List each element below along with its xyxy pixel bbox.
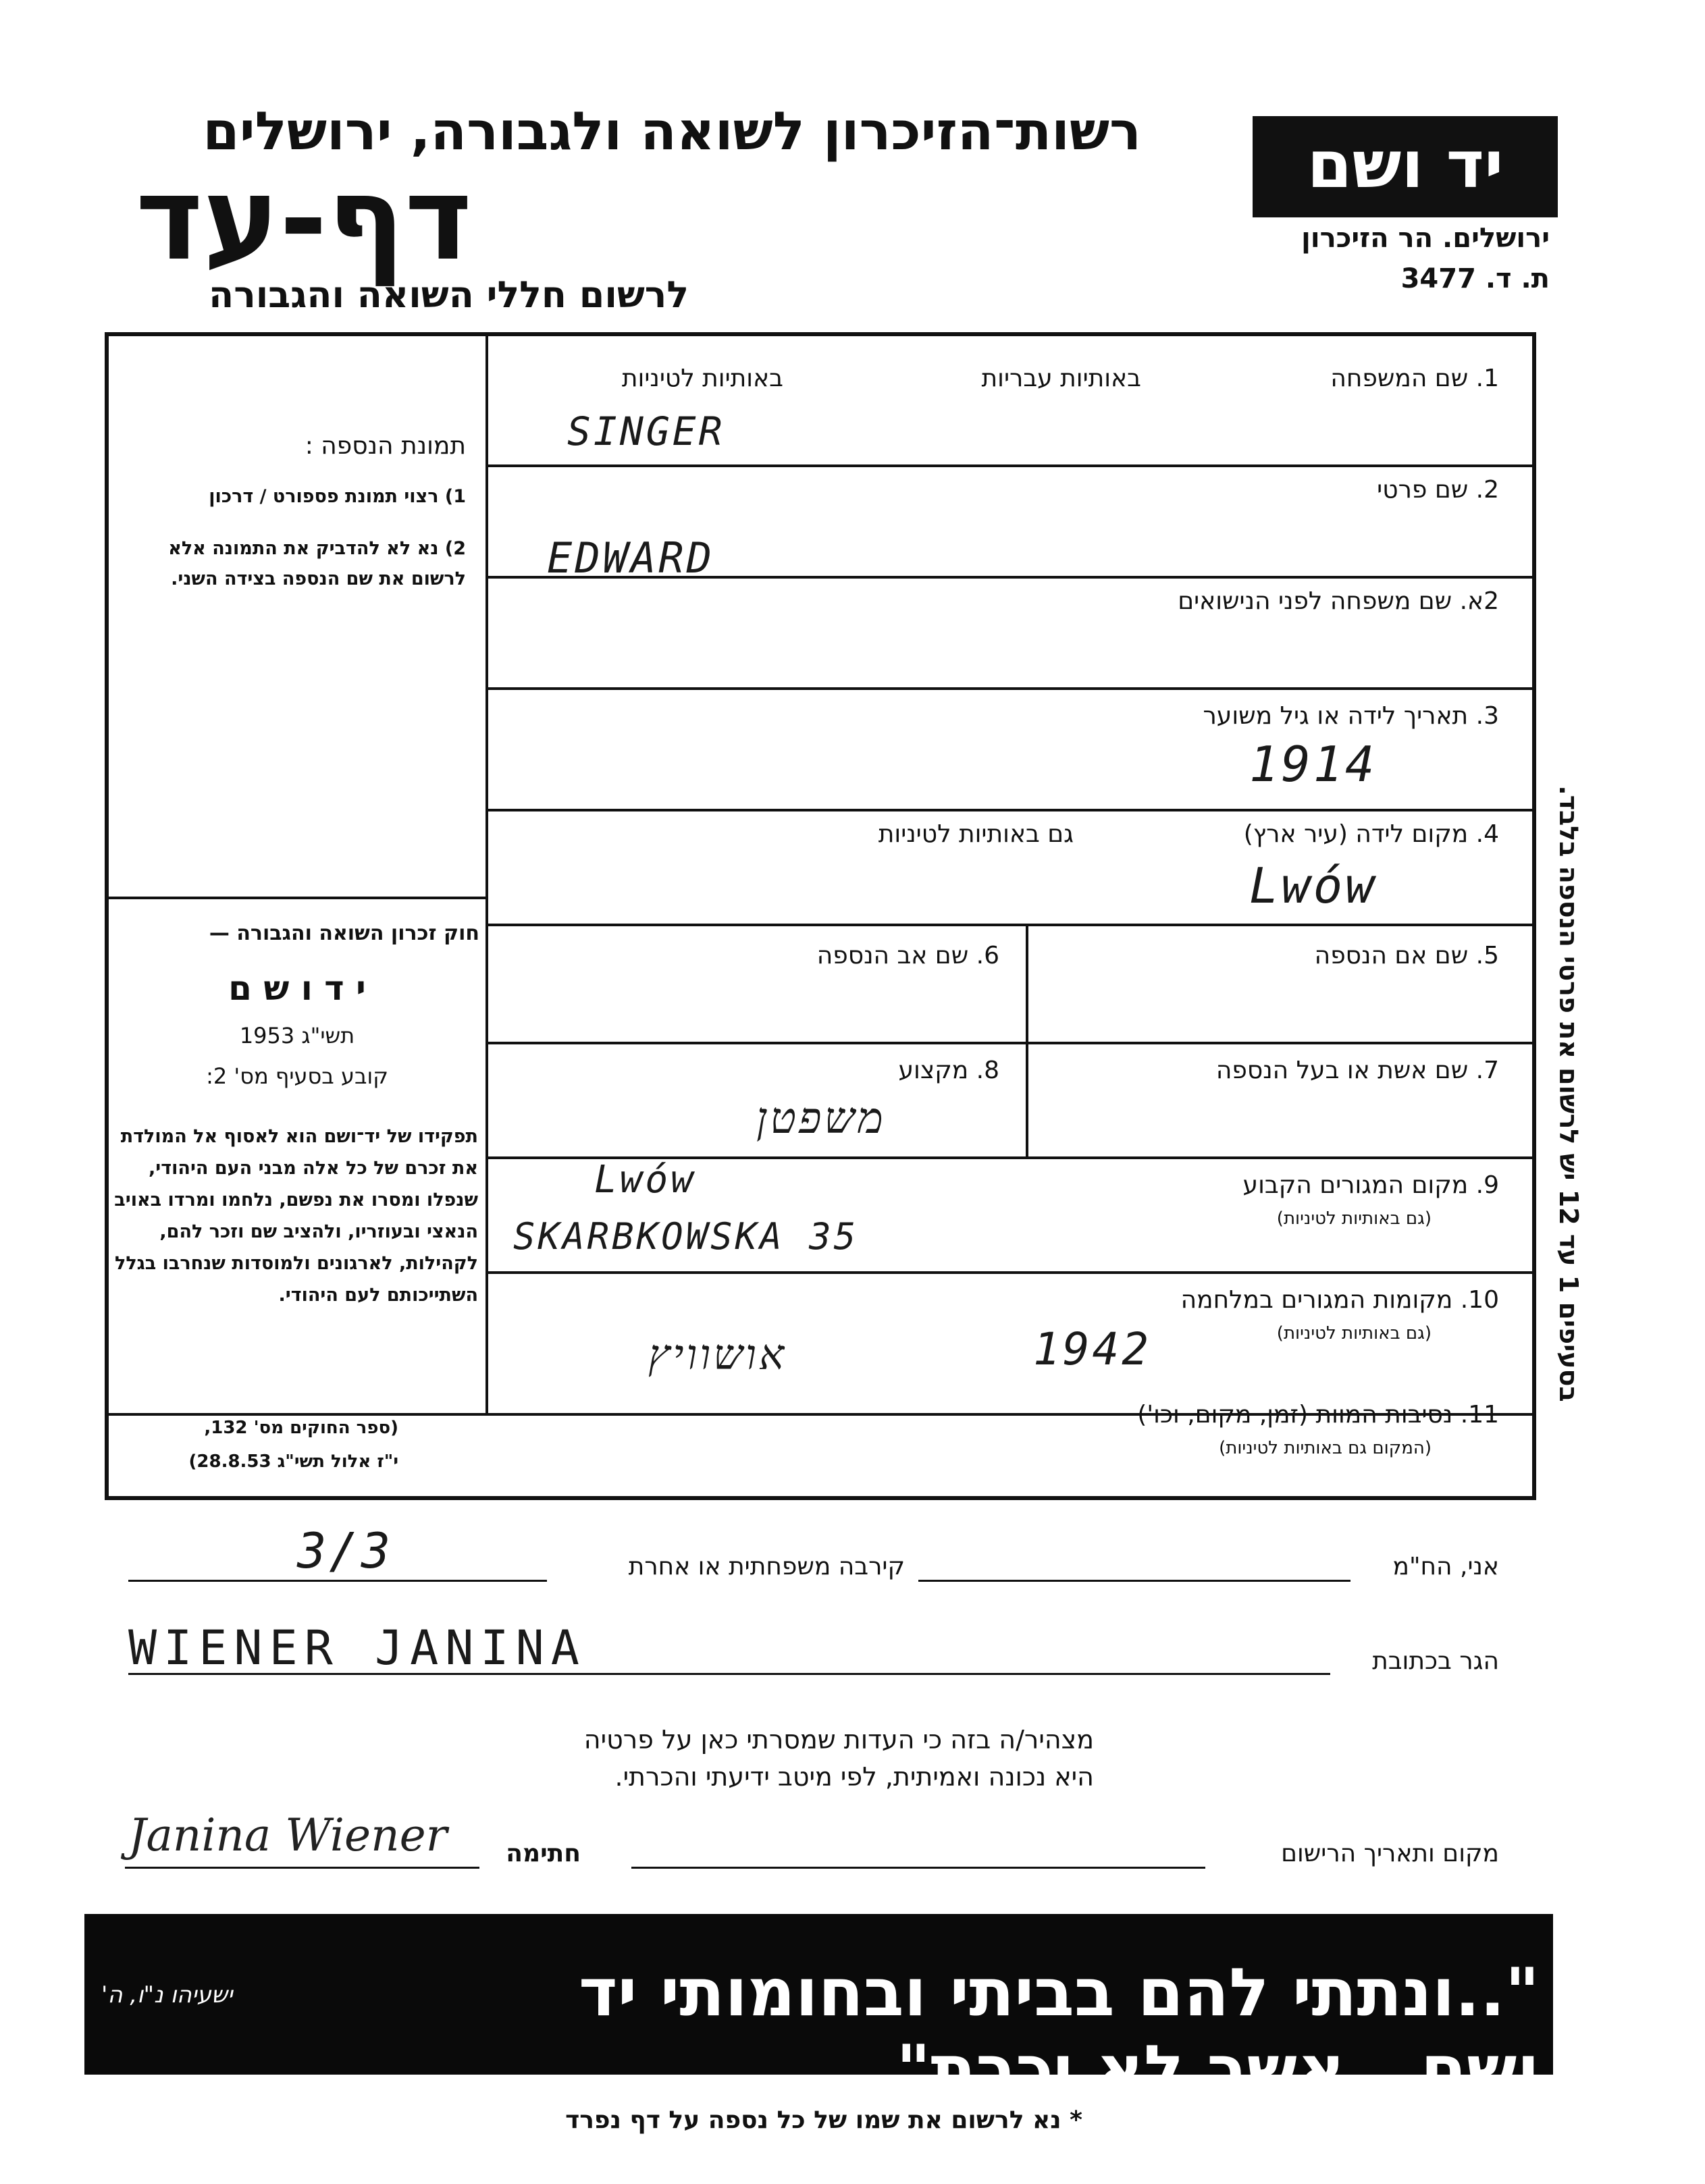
law-source-1: (ספר החוקים מס' 132,: [204, 1418, 398, 1438]
relation-label: קירבה משפחתית או אחרת: [628, 1553, 905, 1580]
page-subtitle: לרשום חללי השואה והגבורה: [209, 273, 689, 316]
declarant-name-line[interactable]: [918, 1580, 1350, 1582]
field-10-sublabel: (גם באותיות לטיניות): [1276, 1323, 1432, 1343]
field-3-value: 1914: [1249, 736, 1378, 793]
field-9-sublabel: (גם באותיות לטיניות): [1276, 1208, 1432, 1229]
statement-line-2: היא נכונה ואמיתית, לפי מיטב ידיעתי והכרתי.: [614, 1762, 1094, 1792]
field-1-label: 1. שם המשפחה: [1330, 365, 1499, 392]
column-header-latin: באותיות לטיניות: [621, 365, 783, 392]
field-2a-label: 2א. שם משפחה לפני הנישואים: [1178, 587, 1499, 615]
field-10-value-year: 1942: [1033, 1323, 1151, 1375]
row-divider: [486, 809, 1536, 811]
photo-note-1: 1) רצוי תמונת פספורט / דרכון: [209, 486, 466, 507]
address: ירושלים. הר הזיכרון: [1301, 223, 1550, 254]
banner-source: ישעיהו נ"ו, ה': [101, 1981, 233, 2008]
banner-quote: "..ונתתי להם בביתי ובחומותי יד ושם...אשר לא יכרת": [578, 1954, 1540, 2108]
field-2-value: EDWARD: [547, 533, 714, 583]
field-10-value-place: אושוויץ: [648, 1330, 787, 1379]
field-8-label: 8. מקצוע: [898, 1057, 999, 1084]
photo-note-2: 2) נא לא להדביק את התמונה אלא לרשום את שם הנספה בצידה השני.: [168, 538, 466, 589]
field-4-value: Lwów: [1249, 857, 1378, 914]
yad-vashem-logo: [1253, 116, 1558, 217]
field-3-label: 3. תאריך לידה או גיל משוער: [1203, 702, 1499, 730]
field-9-value-street: SKARBKOWSKA 35: [513, 1215, 859, 1258]
side-note: בסעיפים 1 עד 12 יש לרשום את פרטי הנספה בלבד.: [1554, 785, 1583, 1402]
field-2-label: 2. שם פרטי: [1377, 476, 1499, 504]
row-divider: [486, 924, 1536, 926]
field-9-label: 9. מקום המגורים הקבוע: [1242, 1171, 1499, 1199]
left-column-divider: [109, 897, 487, 899]
address-label: הגר בכתובת: [1372, 1647, 1499, 1675]
row-divider: [486, 1042, 1536, 1044]
relation-value: 3/3: [297, 1522, 394, 1579]
field-6-label: 6. שם אב הנספה: [816, 942, 999, 969]
law-clause: קובע בסעיף מס' 2:: [206, 1063, 388, 1089]
page-title: דף-עד: [135, 153, 473, 286]
field-1-value: SINGER: [567, 408, 725, 454]
footnote: * נא לרשום את שמו של כל נספה על דף נפרד: [565, 2106, 1082, 2134]
column-header-hebrew: באותיות עבריות: [981, 365, 1141, 392]
address-value: WIENER JANINA: [128, 1620, 586, 1676]
column-divider: [486, 336, 488, 1413]
field-9-value-city: Lwów: [594, 1158, 696, 1202]
row-divider: [486, 1271, 1536, 1274]
law-title: חוק זכרון השואה והגבורה —: [209, 922, 479, 945]
row-divider: [486, 687, 1536, 690]
field-10-label: 10. מקומות המגורים במלחמה: [1180, 1286, 1499, 1314]
law-name: י ד ו ש ם: [228, 969, 366, 1008]
logo-text: יד ושם: [1307, 127, 1504, 203]
place-date-label: מקום ותאריך הרישום: [1281, 1840, 1499, 1867]
statement-line-1: מצהיר/ה בזה כי העדות שמסרתי כאן על פרטיה: [583, 1725, 1094, 1755]
law-body: תפקידו של יד־ושם הוא לאסוף אל המולדת את זכרם של כל אלה מבני העם היהודי, שנפלו ומסרו את נפשם, נלחמו ומרדו באויב הנאצי ובעוזריו, ולהציב שם וזכר להם, לקהילות, לארגונים ולמוסדות שנחרבו בגלל השתייכותם לעם היהודי.: [114, 1126, 478, 1306]
po-box: ת. ד. 3477: [1400, 263, 1550, 294]
signature-value: Janina Wiener: [128, 1809, 448, 1861]
field-5-label: 5. שם אם הנספה: [1314, 942, 1499, 969]
declarant-label: אני, הח"מ: [1392, 1553, 1499, 1580]
law-source-2: י"ז אלול תשי"ג 28.8.53): [188, 1451, 398, 1472]
place-date-line[interactable]: [631, 1867, 1205, 1869]
field-11-label: 11. נסיבות המוות (זמן, מקום, וכו'): [1137, 1401, 1499, 1429]
law-year: תשי"ג 1953: [239, 1023, 355, 1048]
half-row-divider: [1026, 924, 1028, 1156]
field-8-value: משפטן: [756, 1094, 886, 1144]
organization-line: רשות־הזיכרון לשואה ולגבורה, ירושלים: [203, 101, 1141, 162]
field-7-label: 7. שם אשת או בעל הנספה: [1215, 1057, 1499, 1084]
signature-label: חתימה: [506, 1840, 581, 1867]
row-divider: [486, 464, 1536, 467]
photo-title: תמונת הנספה :: [305, 432, 466, 460]
field-4-latin-note: גם באותיות לטיניות: [878, 820, 1074, 848]
relation-line[interactable]: [128, 1580, 547, 1582]
signature-line[interactable]: [125, 1867, 479, 1869]
field-4-label: 4. מקום לידה (עיר ארץ): [1243, 820, 1499, 848]
field-11-sublabel: (המקום גם באותיות לטיניות): [1219, 1438, 1432, 1458]
